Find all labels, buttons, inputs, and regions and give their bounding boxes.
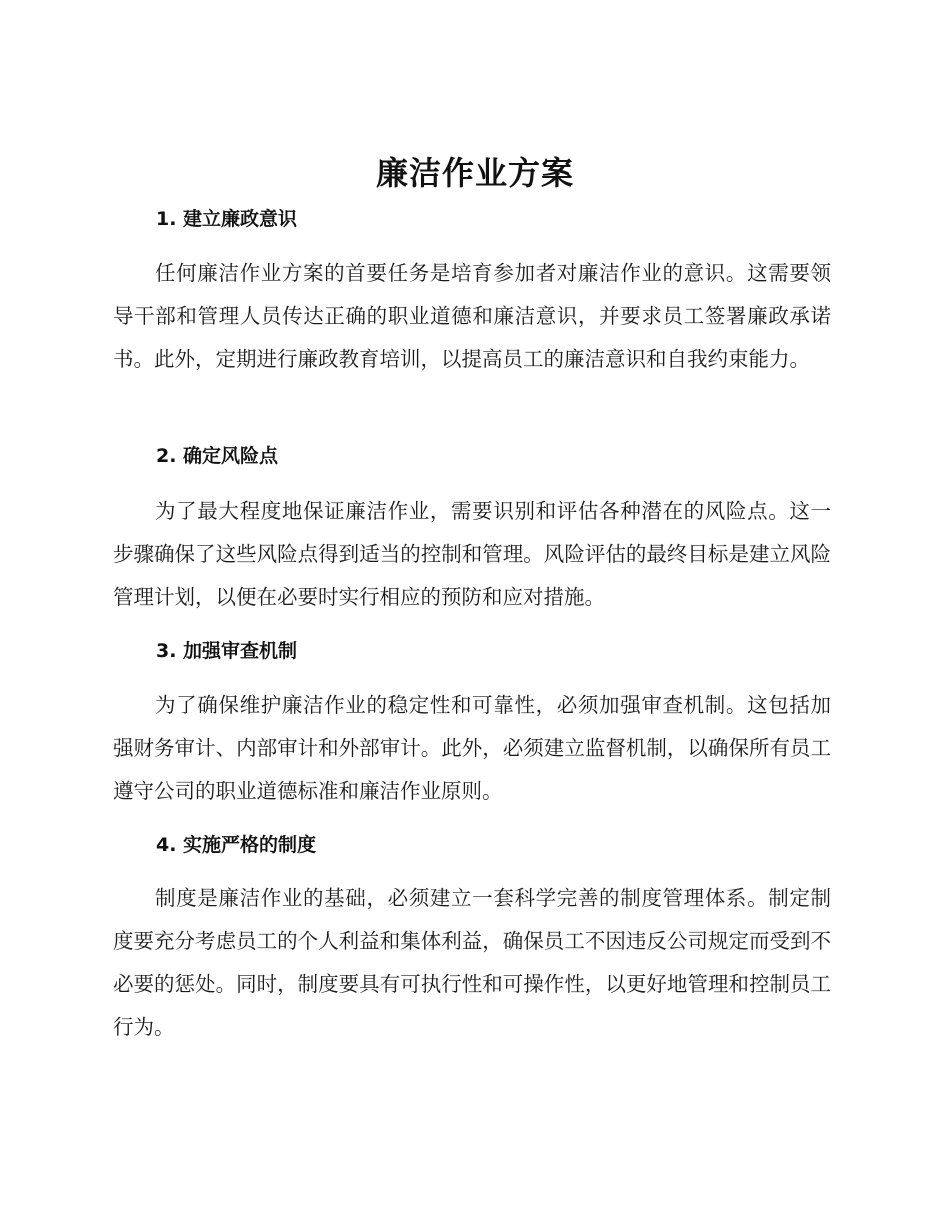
section-paragraph: 为了最大程度地保证廉洁作业，需要识别和评估各种潜在的风险点。这一步骤确保了这些风险点得到适当的控制和管理。风险评估的最终目标是建立风险管理计划，以便在必要时实行相应的预防和应对措施。: [113, 499, 831, 609]
document-title: 廉洁作业方案: [375, 154, 574, 192]
section-heading: 2. 确定风险点: [156, 445, 279, 467]
section-paragraph: 任何廉洁作业方案的首要任务是培育参加者对廉洁作业的意识。这需要领导干部和管理人员传达正确的职业道德和廉洁意识，并要求员工签署廉政承诺书。此外，定期进行廉政教育培训，以提高员工的廉洁意识和自我约束能力。: [113, 261, 831, 371]
section-heading: 4. 实施严格的制度: [156, 834, 317, 856]
section-paragraph: 制度是廉洁作业的基础，必须建立一套科学完善的制度管理体系。制定制度要充分考虑员工的个人利益和集体利益，确保员工不因违反公司规定而受到不必要的惩处。同时，制度要具有可执行性和可操作性，以更好地管理和控制员工行为。: [113, 886, 831, 1039]
section-heading: 1. 建立廉政意识: [156, 208, 298, 230]
section-heading: 3. 加强审查机制: [156, 640, 298, 662]
section-paragraph: 为了确保维护廉洁作业的稳定性和可靠性，必须加强审查机制。这包括加强财务审计、内部审计和外部审计。此外，必须建立监督机制，以确保所有员工遵守公司的职业道德标准和廉洁作业原则。: [113, 693, 831, 803]
